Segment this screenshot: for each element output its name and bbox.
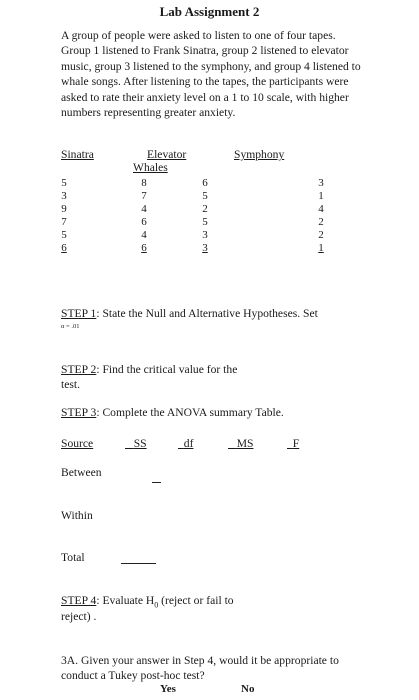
step1-instruction <box>61 306 318 321</box>
cell: 6 <box>202 177 208 189</box>
cell: 4 <box>141 202 147 215</box>
step4-text: : Evaluate H <box>96 594 155 607</box>
cell: 8 <box>141 177 147 189</box>
anova-row-within: Within <box>61 509 93 522</box>
step2-label: STEP 2 <box>61 363 97 376</box>
step3-instruction <box>61 405 284 420</box>
null-hypothesis-subscript: 0 <box>154 600 159 610</box>
cell: 5 <box>202 215 208 228</box>
step2-instruction <box>61 362 237 377</box>
anova-header-f: F <box>292 437 300 450</box>
header-symphony: Symphony <box>234 148 285 161</box>
column-sinatra <box>58 177 70 254</box>
cell: 6 <box>61 241 67 254</box>
cell: 4 <box>318 202 324 215</box>
question-3a: 3A. Given your answer in Step 4, would it be appropriate to conduct a Tukey post-hoc test? <box>61 654 339 682</box>
cell: 3 <box>202 228 208 241</box>
anova-row-between: Between <box>61 466 102 479</box>
step1-text: : State the Null and Alternative Hypotheses. Set <box>96 307 318 320</box>
step3-text: : Complete the ANOVA summary Table. <box>96 406 284 419</box>
cell: 7 <box>61 215 67 228</box>
alpha-level: α = .01 <box>61 323 80 330</box>
cell: 1 <box>318 189 324 202</box>
cell: 2 <box>202 202 208 215</box>
page-title: Lab Assignment 2 <box>159 4 260 19</box>
anova-header-ss: SS <box>133 437 147 450</box>
step3-label: STEP 3 <box>61 406 97 419</box>
column-symphony <box>199 177 211 254</box>
cell: 1 <box>318 241 324 254</box>
cell: 2 <box>318 215 324 228</box>
cell: 3 <box>61 189 67 202</box>
column-whales <box>315 177 327 254</box>
cell: 5 <box>202 189 208 202</box>
option-yes[interactable]: Yes <box>160 683 176 695</box>
cell: 7 <box>141 189 147 202</box>
step4-text-rest: (reject or fail to <box>158 594 234 607</box>
total-ss-blank[interactable] <box>121 563 156 564</box>
cell: 6 <box>141 241 147 254</box>
between-df-blank[interactable] <box>152 482 161 483</box>
header-whales: Whales <box>133 161 168 174</box>
problem-description: A group of people were asked to listen to one of four tapes. Group 1 listened to Frank Sinatra, group 2 listened to elevator music, group 3 listened to the symphony, and group 4 listened to whale songs. After listening to the tapes, the participants were asked to rate their anxiety level on a 1 to 10 scale, with higher numbers representing greater anxiety. <box>61 29 361 120</box>
step4-text-continued: reject) . <box>61 610 97 623</box>
cell: 2 <box>318 228 324 241</box>
anova-header-ms: MS <box>236 437 254 450</box>
step2-text-continued: test. <box>61 378 80 391</box>
cell: 5 <box>61 177 67 189</box>
anova-header-source: Source <box>61 437 94 450</box>
option-no[interactable]: No <box>241 683 255 695</box>
cell: 3 <box>202 241 208 254</box>
cell: 9 <box>61 202 67 215</box>
step4-label: STEP 4 <box>61 594 97 607</box>
step2-text: : Find the critical value for the <box>96 363 238 376</box>
header-sinatra: Sinatra <box>61 148 94 161</box>
step1-label: STEP 1 <box>61 307 97 320</box>
cell: 4 <box>141 228 147 241</box>
cell: 5 <box>61 228 67 241</box>
anova-row-total: Total <box>61 551 85 564</box>
header-elevator: Elevator <box>147 148 187 161</box>
cell: 6 <box>141 215 147 228</box>
anova-header-df: df <box>183 437 194 450</box>
column-elevator <box>138 177 150 254</box>
cell: 3 <box>318 177 324 189</box>
